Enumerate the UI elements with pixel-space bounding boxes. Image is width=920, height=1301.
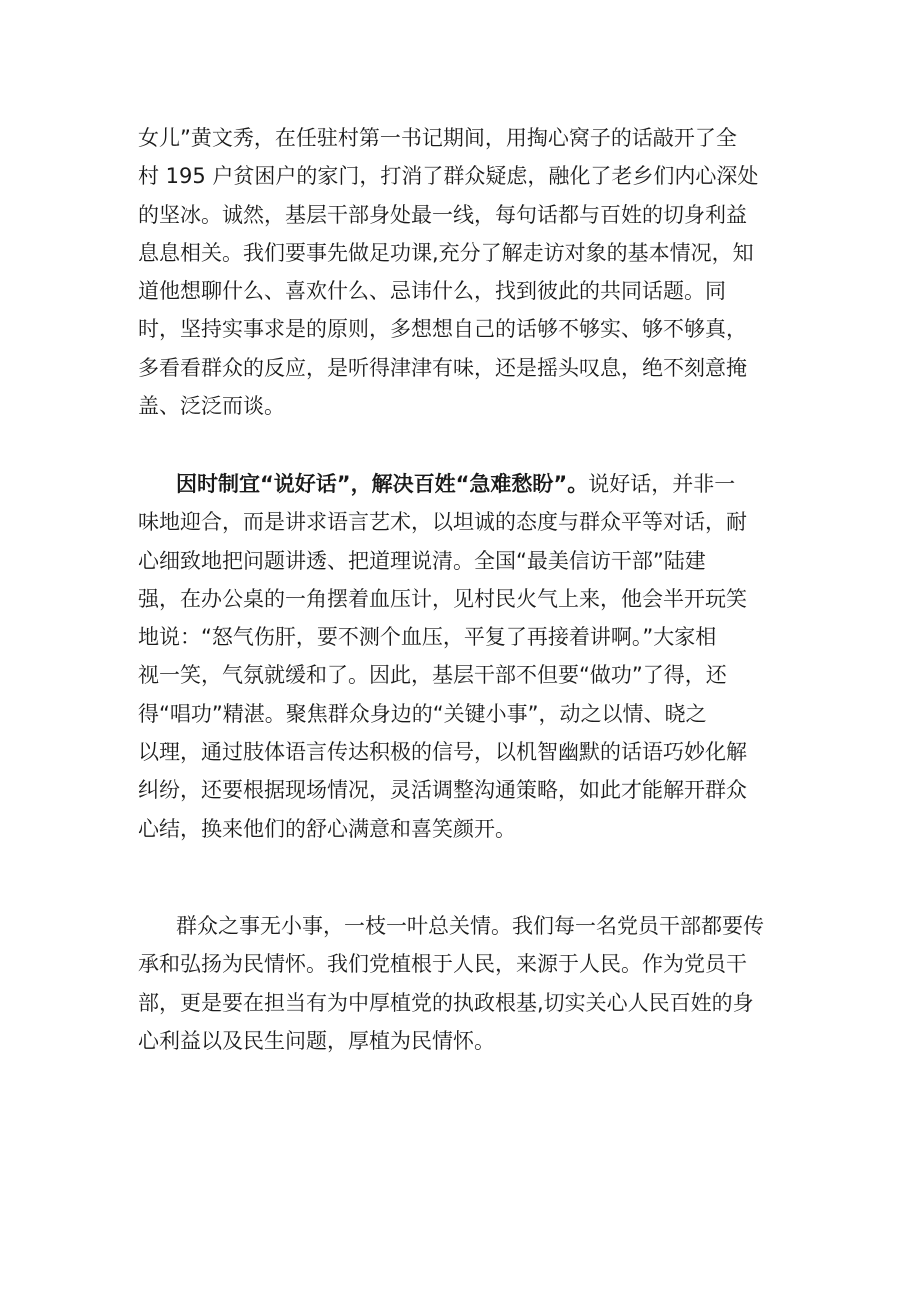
text-line: 强，在办公桌的一角摆着血压计，见村民火气上来，他会半开玩笑 [138, 586, 747, 611]
text-line-first: 群众之事无小事，一枝一叶总关情。我们每一名党员干部都要传 [176, 914, 764, 938]
text-line: 心细致地把问题讲透、把道理说清。全国“最美信访干部”陆建 [138, 548, 706, 573]
text-line: 视一笑，气氛就缓和了。因此，基层干部不但要“做功”了得，还 [138, 663, 727, 688]
text-line: 的坚冰。诚然，基层干部身处最一线，每句话都与百姓的切身利益 [138, 202, 747, 227]
text-line: 村 195 户贫困户的家门，打消了群众疑虑，融化了老乡们内心深处 [138, 164, 759, 189]
paragraph-1 [138, 119, 798, 425]
text-line: 地说：“怒气伤肝，要不测个血压，平复了再接着讲啊。”大家相 [138, 625, 717, 650]
text-line: 道他想聊什么、喜欢什么、忌讳什么，找到彼此的共同话题。同 [138, 279, 726, 304]
text-line-first [138, 465, 798, 503]
bold-lead-heading: 因时制宜“说好话”，解决百姓“急难愁盼”。 [176, 472, 589, 496]
text-line: 以理，通过肢体语言传达积极的信号，以机智幽默的话语巧妙化解 [138, 740, 747, 765]
paragraph-3 [138, 907, 798, 1060]
text-line: 多看看群众的反应，是听得津津有味，还是摇头叹息，绝不刻意掩 [138, 355, 747, 380]
paragraph-2 [138, 465, 798, 848]
text-line: 时，坚持实事求是的原则，多想想自己的话够不够实、够不够真， [138, 317, 747, 342]
text-line: 心结，换来他们的舒心满意和喜笑颜开。 [138, 816, 516, 841]
text-line: 女儿”黄文秀，在任驻村第一书记期间，用掏心窝子的话敲开了全 [138, 126, 737, 150]
text-run: 说好话，并非一 [588, 472, 736, 496]
text-line: 纠纷，还要根据现场情况，灵活调整沟通策略，如此才能解开群众 [138, 778, 747, 803]
text-line: 部，更是要在担当有为中厚植党的执政根基,切实关心人民百姓的身 [138, 990, 754, 1015]
text-line: 味地迎合，而是讲求语言艺术，以坦诚的态度与群众平等对话，耐 [138, 510, 747, 535]
text-line: 心利益以及民生问题，厚植为民情怀。 [138, 1028, 495, 1053]
text-line: 息息相关。我们要事先做足功课,充分了解走访对象的基本情况，知 [138, 240, 754, 265]
text-line: 得“唱功”精湛。聚焦群众身边的“关键小事”，动之以情、晓之 [138, 701, 707, 726]
text-line: 承和弘扬为民情怀。我们党植根于人民，来源于人民。作为党员干 [138, 952, 747, 977]
text-line: 盖、泛泛而谈。 [138, 394, 285, 419]
